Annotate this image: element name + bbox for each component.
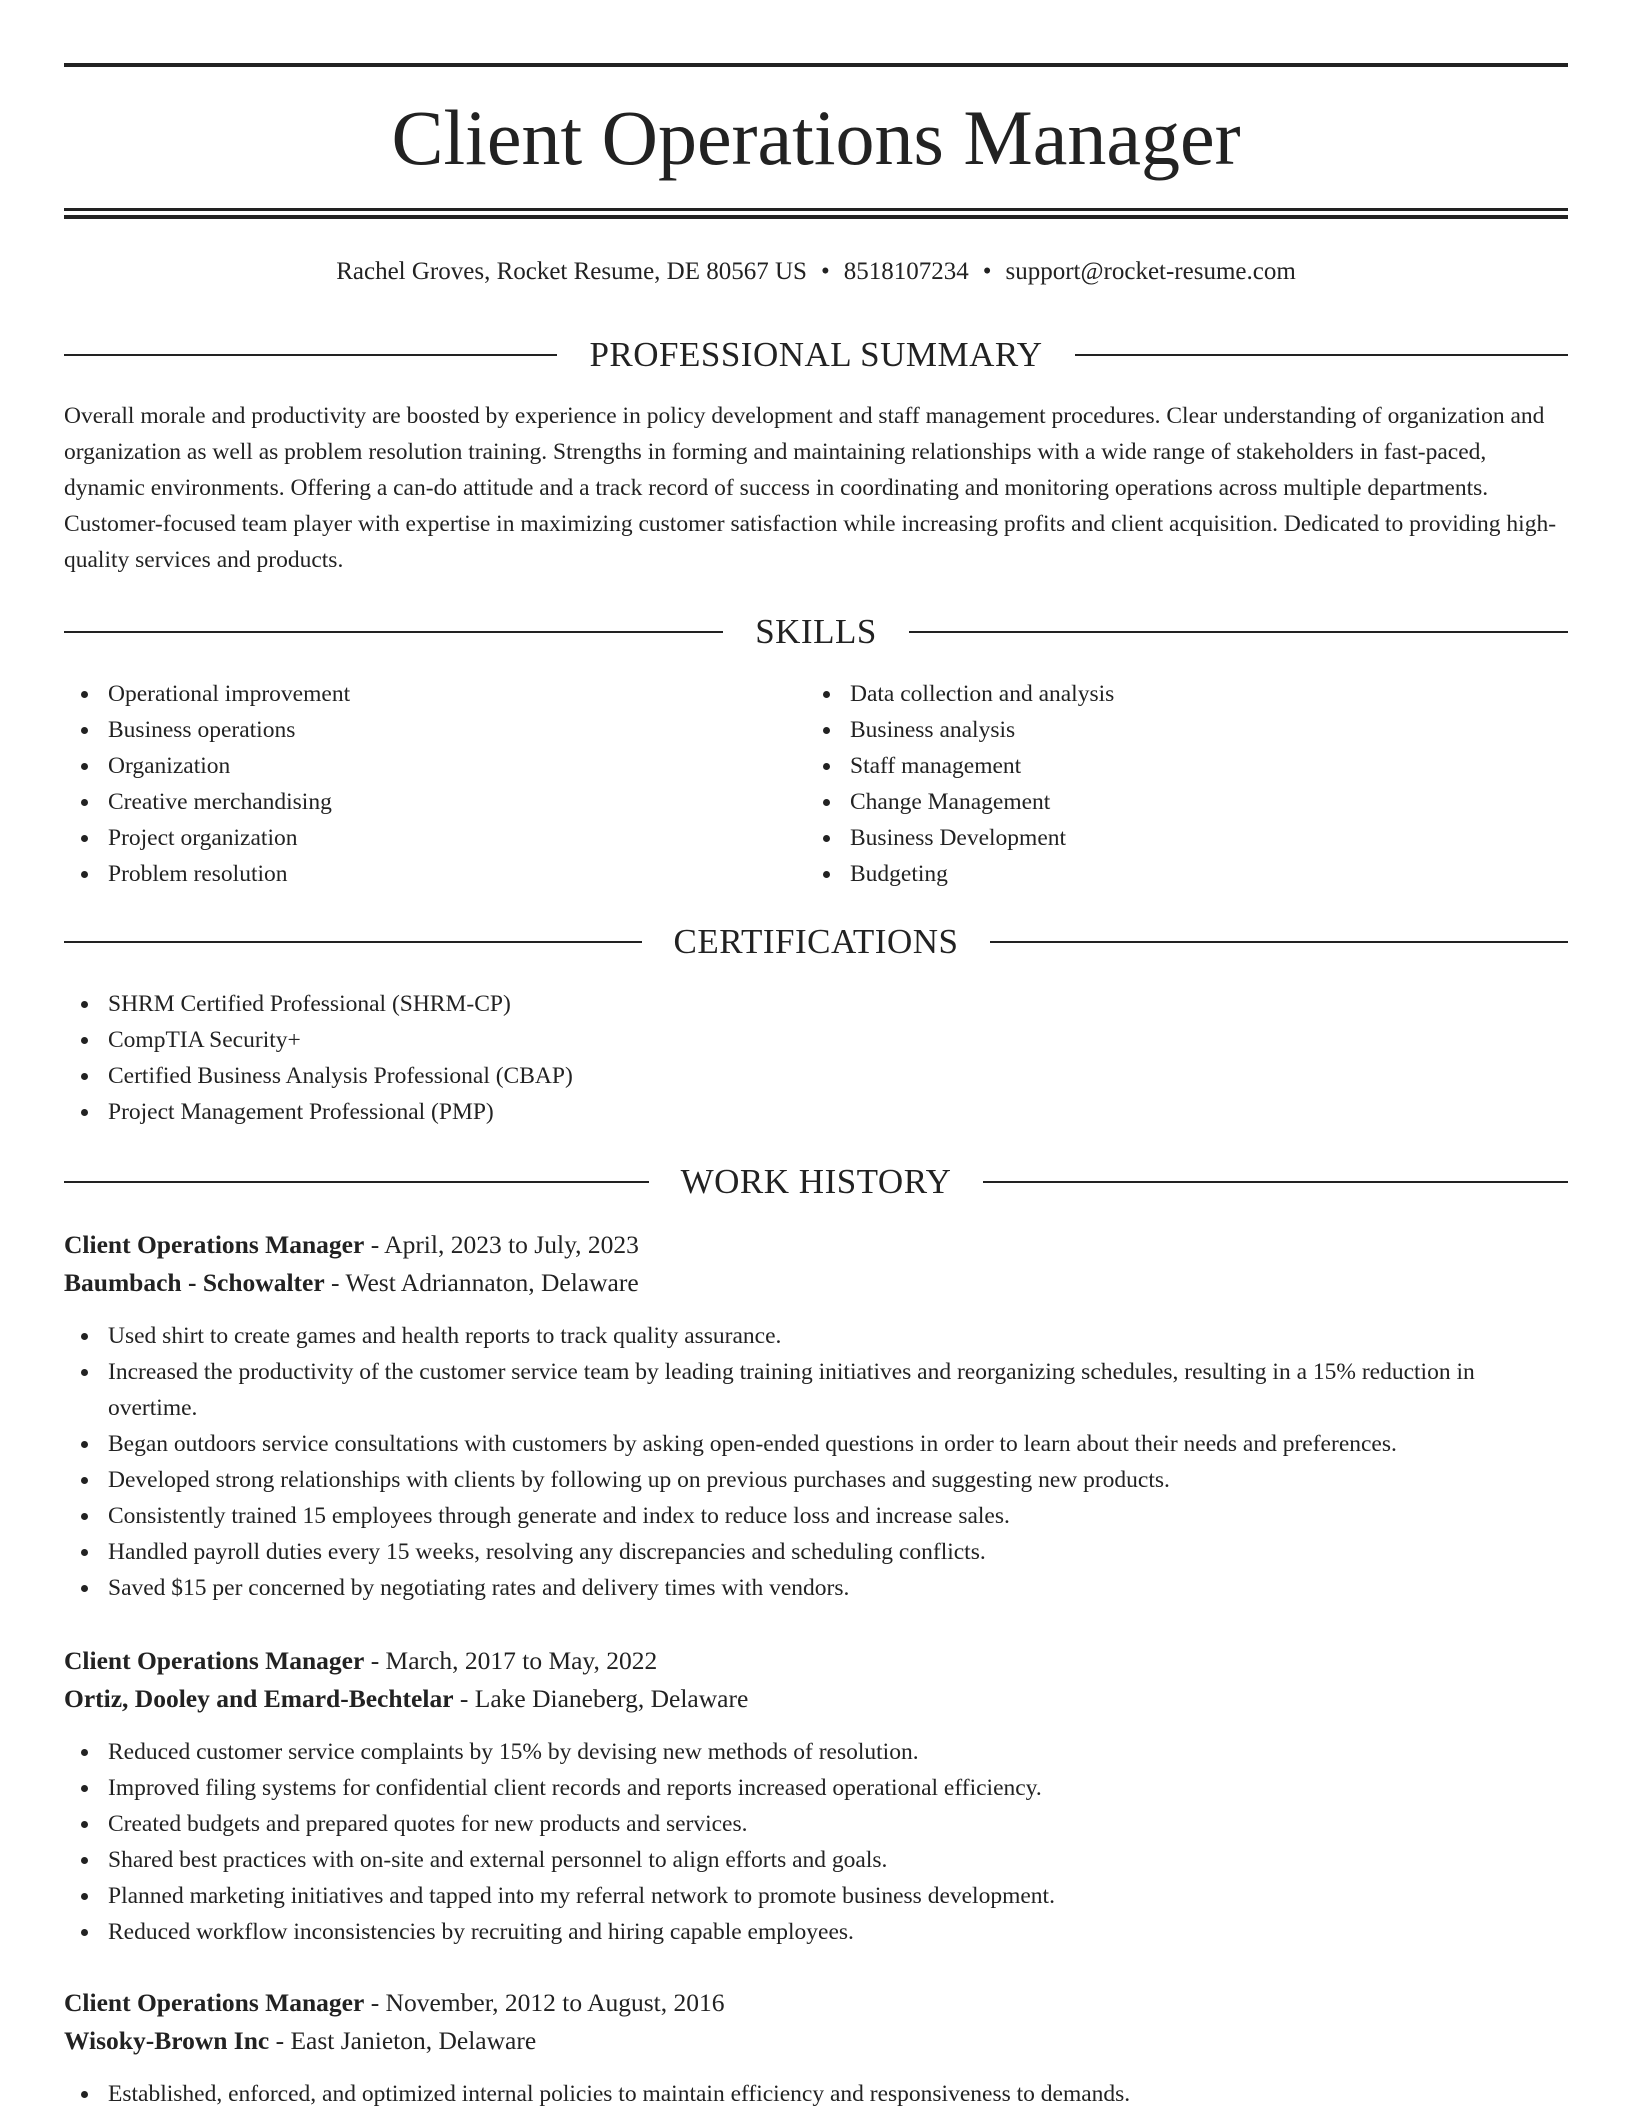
skill-item: Business Development [806,820,1546,856]
job-dates: - November, 2012 to August, 2016 [364,1988,725,2017]
section-title: SKILLS [755,612,877,651]
job-bullet: Began outdoors service consultations with customers by asking open-ended questions in order to learn about their needs and preferences. [64,1426,1568,1462]
section-rule [909,631,1568,633]
job-bullet: Reduced workflow inconsistencies by recruiting and hiring capable employees. [64,1914,1568,1950]
job-location: - Lake Dianeberg, Delaware [453,1684,749,1713]
job-bullet: Consistently trained 15 employees through generate and index to reduce loss and increase sales. [64,1498,1568,1534]
job-company: Wisoky-Brown Inc [64,2026,270,2055]
section-rule [983,1181,1568,1183]
job-bullets [64,1734,1568,1950]
job-bullet: Created budgets and prepared quotes for new products and services. [64,1806,1568,1842]
contact-separator: • [820,258,830,285]
contact-email: support@rocket-resume.com [1005,258,1296,285]
job-bullet: Improved filing systems for confidential client records and reports increased operational efficiency. [64,1770,1568,1806]
skill-item: Business analysis [806,712,1546,748]
job-bullet: Used shirt to create games and health reports to track quality assurance. [64,1318,1568,1354]
job-role: Client Operations Manager [64,1230,365,1259]
section-header-work-history [64,1160,1568,1204]
contact-line [64,254,1568,290]
job-company: Ortiz, Dooley and Emard-Bechtelar [64,1684,454,1713]
job-company-line [64,1680,1568,1718]
job-company-line [64,1264,1568,1302]
document-title: Client Operations Manager [391,94,1241,181]
section-rule [64,941,642,943]
section-rule [990,941,1568,943]
job-company: Baumbach - Schowalter [64,1268,325,1297]
skill-item: Staff management [806,748,1546,784]
section-rule [64,1181,649,1183]
job-bullet: Saved $15 per concerned by negotiating rates and delivery times with vendors. [64,1570,1568,1606]
certification-item: Project Management Professional (PMP) [64,1094,1568,1130]
section-rule [64,354,557,356]
certification-item: Certified Business Analysis Professional (CBAP) [64,1058,1568,1094]
job-title-line [64,1984,1568,2022]
job-entry [64,1984,1568,2112]
certification-item: CompTIA Security+ [64,1022,1568,1058]
skill-item: Organization [64,748,804,784]
job-entry [64,1226,1568,1606]
job-company-line [64,2022,1568,2060]
skills-list-right [806,676,1546,892]
section-title: PROFESSIONAL SUMMARY [589,335,1043,374]
section-header-certifications [64,920,1568,964]
contact-phone: 8518107234 [843,258,969,285]
job-title-line [64,1642,1568,1680]
skill-item: Creative merchandising [64,784,804,820]
title-rule-upper [64,208,1568,211]
certification-item: SHRM Certified Professional (SHRM-CP) [64,986,1568,1022]
job-dates: - March, 2017 to May, 2022 [364,1646,658,1675]
title-rule-lower [64,215,1568,219]
section-title: CERTIFICATIONS [673,922,959,961]
job-bullet: Reduced customer service complaints by 15% by devising new methods of resolution. [64,1734,1568,1770]
job-entry [64,1642,1568,1950]
skill-item: Operational improvement [64,676,804,712]
job-bullet: Handled payroll duties every 15 weeks, resolving any discrepancies and scheduling conflicts. [64,1534,1568,1570]
job-bullet: Planned marketing initiatives and tapped into my referral network to promote business development. [64,1878,1568,1914]
job-bullets [64,1318,1568,1606]
contact-separator: • [982,258,992,285]
job-bullet: Increased the productivity of the customer service team by leading training initiatives and reorganizing schedules, resulting in a 15% reduction in overtime. [64,1354,1568,1426]
top-rule [64,63,1568,67]
job-bullet: Established, enforced, and optimized internal policies to maintain efficiency and responsiveness to demands. [64,2076,1568,2112]
job-dates: - April, 2023 to July, 2023 [364,1230,639,1259]
skill-item: Change Management [806,784,1546,820]
summary-text: Overall morale and productivity are boosted by experience in policy development and staff management procedures. Clear understanding of organization and organization as well as problem resolution training. Strengths in forming and maintaining relationships with a wide range of stakeholders in fast-paced, dynamic environments. Offering a can-do attitude and a track record of success in coordinating and monitoring operations across multiple departments. Customer-focused team player with expertise in maximizing customer satisfaction while increasing profits and client acquisition. Dedicated to providing high-quality services and products. [64,403,1557,573]
section-rule [64,631,723,633]
skill-item: Project organization [64,820,804,856]
contact-address: Rachel Groves, Rocket Resume, DE 80567 US [336,258,807,285]
job-location: - West Adriannaton, Delaware [324,1268,639,1297]
job-bullet: Shared best practices with on-site and external personnel to align efforts and goals. [64,1842,1568,1878]
section-rule [1075,354,1568,356]
section-header-summary [64,333,1568,377]
job-bullet: Developed strong relationships with clients by following up on previous purchases and suggesting new products. [64,1462,1568,1498]
section-header-skills [64,610,1568,654]
job-role: Client Operations Manager [64,1646,365,1675]
skill-item: Data collection and analysis [806,676,1546,712]
job-title-line [64,1226,1568,1264]
job-location: - East Janieton, Delaware [269,2026,537,2055]
section-title: WORK HISTORY [680,1162,952,1201]
skill-item: Business operations [64,712,804,748]
skills-list-left [64,676,804,892]
skill-item: Problem resolution [64,856,804,892]
certifications-list [64,986,1568,1130]
skill-item: Budgeting [806,856,1546,892]
job-role: Client Operations Manager [64,1988,365,2017]
job-bullets [64,2076,1568,2112]
